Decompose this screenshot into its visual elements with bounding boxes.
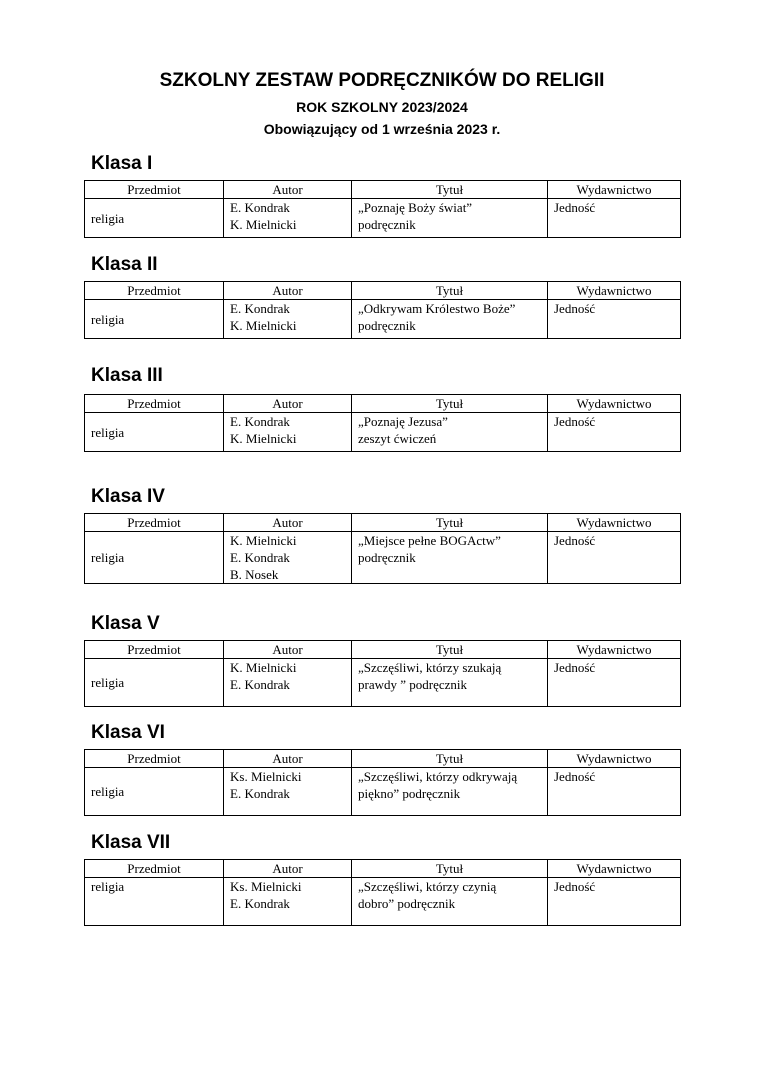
column-header-title: Tytuł — [352, 395, 548, 413]
column-header-author: Autor — [224, 181, 352, 199]
column-header-subject: Przedmiot — [85, 641, 224, 659]
textbook-table — [84, 394, 681, 452]
column-header-subject: Przedmiot — [85, 395, 224, 413]
column-header-publisher: Wydawnictwo — [548, 750, 681, 768]
column-header-subject: Przedmiot — [85, 750, 224, 768]
title-cell — [352, 199, 548, 238]
table-row — [85, 199, 681, 238]
column-header-publisher: Wydawnictwo — [548, 514, 681, 532]
author-name: K. Mielnicki — [230, 660, 297, 675]
column-header-author: Autor — [224, 641, 352, 659]
subject-cell: religia — [85, 199, 224, 238]
table-header-row — [85, 860, 681, 878]
column-header-title: Tytuł — [352, 181, 548, 199]
column-header-title: Tytuł — [352, 514, 548, 532]
textbook-table — [84, 749, 681, 816]
title-cell — [352, 878, 548, 926]
publisher-cell: Jedność — [548, 659, 681, 707]
title-line: zeszyt ćwiczeń — [358, 431, 437, 446]
table-header-row — [85, 181, 681, 199]
column-header-subject: Przedmiot — [85, 860, 224, 878]
author-name: E. Kondrak — [230, 414, 290, 429]
column-header-subject: Przedmiot — [85, 282, 224, 300]
title-line: prawdy ” podręcznik — [358, 677, 468, 692]
table-row — [85, 768, 681, 816]
textbook-table — [84, 859, 681, 926]
subject-cell: religia — [85, 532, 224, 584]
title-line: piękno” podręcznik — [358, 786, 461, 801]
author-cell — [224, 532, 352, 584]
publisher-cell: Jedność — [548, 413, 681, 452]
author-name: E. Kondrak — [230, 786, 290, 801]
title-line: dobro” podręcznik — [358, 896, 456, 911]
subject-cell: religia — [85, 878, 224, 926]
grade-heading: Klasa I — [91, 153, 153, 174]
column-header-publisher: Wydawnictwo — [548, 860, 681, 878]
publisher-cell: Jedność — [548, 199, 681, 238]
table-header-row — [85, 514, 681, 532]
grade-heading: Klasa VI — [91, 722, 165, 743]
author-cell — [224, 413, 352, 452]
column-header-title: Tytuł — [352, 641, 548, 659]
author-name: K. Mielnicki — [230, 431, 297, 446]
author-name: E. Kondrak — [230, 301, 290, 316]
title-line: „Szczęśliwi, którzy szukają — [358, 660, 502, 675]
grade-heading: Klasa VII — [91, 832, 171, 853]
table-header-row — [85, 641, 681, 659]
title-line: „Szczęśliwi, którzy czynią — [358, 879, 497, 894]
author-cell — [224, 768, 352, 816]
title-cell — [352, 532, 548, 584]
author-name: E. Kondrak — [230, 200, 290, 215]
author-name: E. Kondrak — [230, 677, 290, 692]
subject-cell: religia — [85, 768, 224, 816]
textbook-table — [84, 513, 681, 584]
table-row — [85, 532, 681, 584]
textbook-table — [84, 180, 681, 238]
table-row — [85, 659, 681, 707]
grade-heading: Klasa IV — [91, 486, 165, 507]
title-line: podręcznik — [358, 550, 416, 565]
author-cell — [224, 659, 352, 707]
author-name: K. Mielnicki — [230, 318, 297, 333]
valid-from-date: Obowiązujący od 1 września 2023 r. — [263, 121, 501, 137]
title-line: „Szczęśliwi, którzy odkrywają — [358, 769, 518, 784]
title-line: „Poznaję Jezusa” — [358, 414, 448, 429]
title-line: „Odkrywam Królestwo Boże” — [358, 301, 516, 316]
column-header-title: Tytuł — [352, 282, 548, 300]
table-row — [85, 300, 681, 339]
subject-cell: religia — [85, 300, 224, 339]
table-row — [85, 878, 681, 926]
publisher-cell: Jedność — [548, 878, 681, 926]
title-line: podręcznik — [358, 217, 416, 232]
textbook-table — [84, 281, 681, 339]
grade-heading: Klasa II — [91, 254, 158, 275]
column-header-author: Autor — [224, 282, 352, 300]
table-header-row — [85, 750, 681, 768]
textbook-table — [84, 640, 681, 707]
column-header-author: Autor — [224, 860, 352, 878]
column-header-author: Autor — [224, 750, 352, 768]
subject-cell: religia — [85, 659, 224, 707]
publisher-cell: Jedność — [548, 532, 681, 584]
title-line: „Poznaję Boży świat” — [358, 200, 473, 215]
column-header-publisher: Wydawnictwo — [548, 395, 681, 413]
author-name: E. Kondrak — [230, 896, 290, 911]
grade-heading: Klasa III — [91, 365, 163, 386]
author-name: B. Nosek — [230, 567, 279, 582]
document-title: SZKOLNY ZESTAW PODRĘCZNIKÓW DO RELIGII — [159, 70, 605, 91]
column-header-author: Autor — [224, 514, 352, 532]
author-name: Ks. Mielnicki — [230, 879, 302, 894]
author-cell — [224, 300, 352, 339]
grade-heading: Klasa V — [91, 613, 160, 634]
author-name: E. Kondrak — [230, 550, 290, 565]
title-line: „Miejsce pełne BOGActw” — [358, 533, 501, 548]
subject-cell: religia — [85, 413, 224, 452]
column-header-subject: Przedmiot — [85, 181, 224, 199]
table-row — [85, 413, 681, 452]
school-year: ROK SZKOLNY 2023/2024 — [296, 99, 468, 115]
table-header-row — [85, 395, 681, 413]
author-name: Ks. Mielnicki — [230, 769, 302, 784]
column-header-publisher: Wydawnictwo — [548, 181, 681, 199]
title-line: podręcznik — [358, 318, 416, 333]
table-header-row — [85, 282, 681, 300]
title-cell — [352, 413, 548, 452]
publisher-cell: Jedność — [548, 768, 681, 816]
column-header-title: Tytuł — [352, 750, 548, 768]
column-header-title: Tytuł — [352, 860, 548, 878]
title-cell — [352, 659, 548, 707]
column-header-publisher: Wydawnictwo — [548, 282, 681, 300]
title-cell — [352, 300, 548, 339]
author-name: K. Mielnicki — [230, 533, 297, 548]
column-header-author: Autor — [224, 395, 352, 413]
title-cell — [352, 768, 548, 816]
publisher-cell: Jedność — [548, 300, 681, 339]
column-header-publisher: Wydawnictwo — [548, 641, 681, 659]
column-header-subject: Przedmiot — [85, 514, 224, 532]
author-cell — [224, 878, 352, 926]
author-cell — [224, 199, 352, 238]
author-name: K. Mielnicki — [230, 217, 297, 232]
